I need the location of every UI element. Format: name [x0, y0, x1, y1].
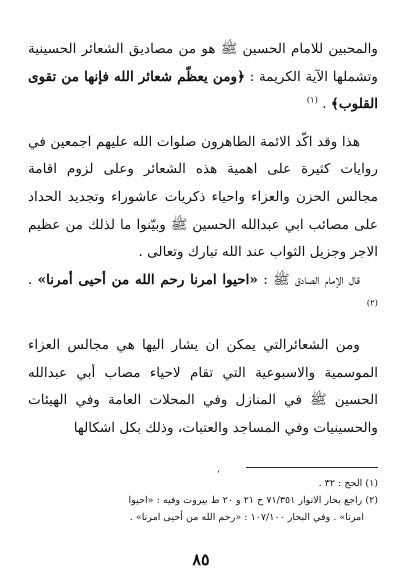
footnotes	[28, 475, 378, 526]
paragraph-2	[28, 129, 378, 267]
paragraph-4-text: ومن الشعائرالتي يمكن ان يشار اليها هي مجالس العزاء الموسمية والاسبوعية التي تقام لاحياء مصاب أبي عبدالله الحسين ﷺ في المنازل وفي المحلات العامة وفي الهيئات والحسينيات وفي المساجد والعتبات، وذلك بكل اشكالها	[28, 336, 378, 436]
paragraph-2-text: هذا وقد اكّد الائمة الطاهرون صلوات الله عليهم اجمعين في روايات كثيرة على اهمية هذه الشعائر وعلى لزوم اقامة مجالس الحزن والعزاء واحياء ذكريات عاشوراء وتجديد الحداد على مصائب ابي عبدالله الحسين ﷺ وبيّنوا ما لذلك من عظيم الاجر وجزيل الثواب عند الله تبارك وتعالى .	[28, 133, 378, 261]
paragraph-3: قال الإمام الصادق ﷺ : «احيوا امرنا رحم الله من أحيى أمرنا» . $^{(٢)}$	[28, 271, 378, 309]
quran-verse-quote: ﴿ومن يعظّم شعائر الله فإنها من تقوى القلوب﴾	[28, 68, 378, 113]
hadith-quote: «احيوا امرنا رحم الله من أحيى أمرنا»	[37, 271, 258, 288]
footnote-ref-1: (١)	[306, 95, 318, 106]
footnote-ref-2: (٢)	[366, 298, 378, 309]
body-text	[28, 36, 378, 442]
footnote-divider	[246, 467, 378, 468]
footnote-2-line-2: امرنا» . وفي البحار ١٠٧/١٠٠ : «رحم الله من أحيى امرنا» .	[129, 512, 364, 523]
footnote-2-line-1: (٢) راجع بحار الانوار ٧١/٣٥١ ح ٢١ و ٢٠ ط بيروت وفيه : «احيوا	[128, 495, 378, 506]
paragraph-gap	[28, 322, 378, 332]
paragraph-1: والمحبين للامام الحسين ﷺ هو من مصاديق الشعائر الحسينية وتشملها الآية الكريمة : ﴿ومن يعظّم شعائر الله فإنها من تقوى القلوب﴾ . $^{(١)}$	[28, 41, 378, 113]
footnote-1: (١) الحج : ٣٢ .	[318, 478, 378, 489]
divider-tick-mark: ʻ	[217, 470, 220, 480]
page-number: ٨٥	[192, 550, 210, 569]
paragraph-4	[28, 332, 378, 442]
paragraph-3-text: قال الإمام الصادق ﷺ :	[263, 271, 361, 288]
paragraph-1-text: والمحبين للامام الحسين ﷺ هو من مصاديق الشعائر الحسينية وتشملها الآية الكريمة :	[28, 41, 378, 85]
paragraph-gap	[28, 119, 378, 129]
